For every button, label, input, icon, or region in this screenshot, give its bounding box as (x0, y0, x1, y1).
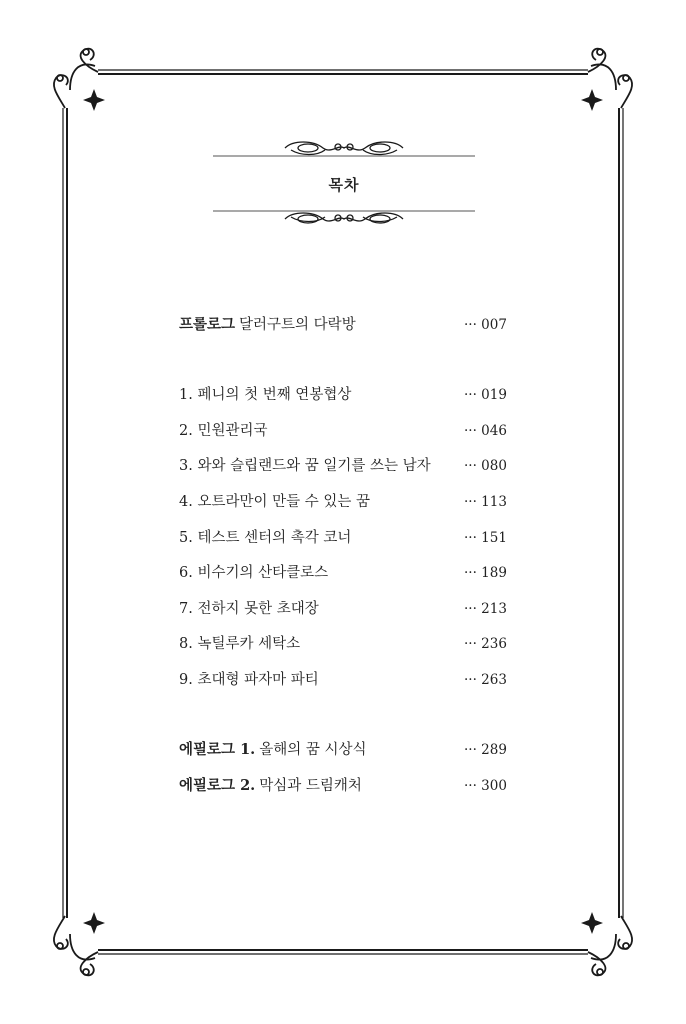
toc-label (179, 774, 362, 798)
toc-page-number: ··· 300 (464, 778, 507, 794)
toc-page-number: ··· 213 (464, 601, 507, 617)
toc-page-number: ··· 289 (464, 742, 507, 758)
toc-chapter[interactable] (179, 668, 519, 692)
chapter-title: 3. 와와 슬립랜드와 꿈 일기를 쓰는 남자 (179, 458, 431, 474)
chapter-title: 9. 초대형 파자마 파티 (179, 672, 319, 688)
chapter-title: 7. 전하지 못한 초대장 (179, 601, 319, 617)
sparkle-icon (83, 89, 105, 111)
chapter-title: 8. 녹틸루카 세탁소 (179, 636, 301, 652)
prologue-prefix: 프롤로그 (179, 316, 236, 333)
toc-chapter[interactable] (179, 597, 519, 621)
toc-page-number: ··· 007 (464, 317, 507, 333)
toc-label (179, 313, 356, 337)
toc-epilogue[interactable] (179, 738, 519, 762)
epilogue-title: 올해의 꿈 시상식 (259, 742, 367, 758)
toc-page-number: ··· 080 (464, 458, 507, 474)
sparkle-icon (83, 912, 105, 934)
chapter-title: 5. 테스트 센터의 촉각 코너 (179, 530, 352, 546)
toc-chapter[interactable] (179, 632, 519, 656)
toc-chapter[interactable] (179, 490, 519, 514)
chapter-title: 2. 민원관리국 (179, 423, 268, 439)
toc-prologue[interactable] (179, 313, 519, 337)
toc-label (179, 738, 367, 762)
toc-chapter[interactable] (179, 561, 519, 585)
page-title: 목차 (328, 176, 360, 194)
epilogue-title: 막심과 드림캐처 (259, 778, 362, 794)
epilogue-prefix: 에필로그 1. (179, 741, 256, 758)
toc-page-number: ··· 263 (464, 672, 507, 688)
toc-chapter[interactable] (179, 383, 519, 407)
toc-page-number: ··· 113 (464, 494, 507, 510)
epilogue-prefix: 에필로그 2. (179, 777, 256, 794)
toc-epilogue[interactable] (179, 774, 519, 798)
chapter-title: 6. 비수기의 산타클로스 (179, 565, 329, 581)
toc-page-number: ··· 151 (464, 530, 507, 546)
toc-header (213, 138, 475, 228)
prologue-title: 달러구트의 다락방 (239, 317, 356, 333)
toc-chapter[interactable] (179, 526, 519, 550)
sparkle-icon (581, 89, 603, 111)
toc-chapter[interactable] (179, 419, 519, 443)
toc-page-number: ··· 046 (464, 423, 507, 439)
toc-page-number: ··· 019 (464, 387, 507, 403)
chapter-title: 4. 오트라만이 만들 수 있는 꿈 (179, 494, 370, 510)
toc-chapter[interactable] (179, 454, 519, 478)
chapter-title: 1. 페니의 첫 번째 연봉협상 (179, 387, 352, 403)
sparkle-icon (581, 912, 603, 934)
toc-page-number: ··· 189 (464, 565, 507, 581)
toc-page-number: ··· 236 (464, 636, 507, 652)
